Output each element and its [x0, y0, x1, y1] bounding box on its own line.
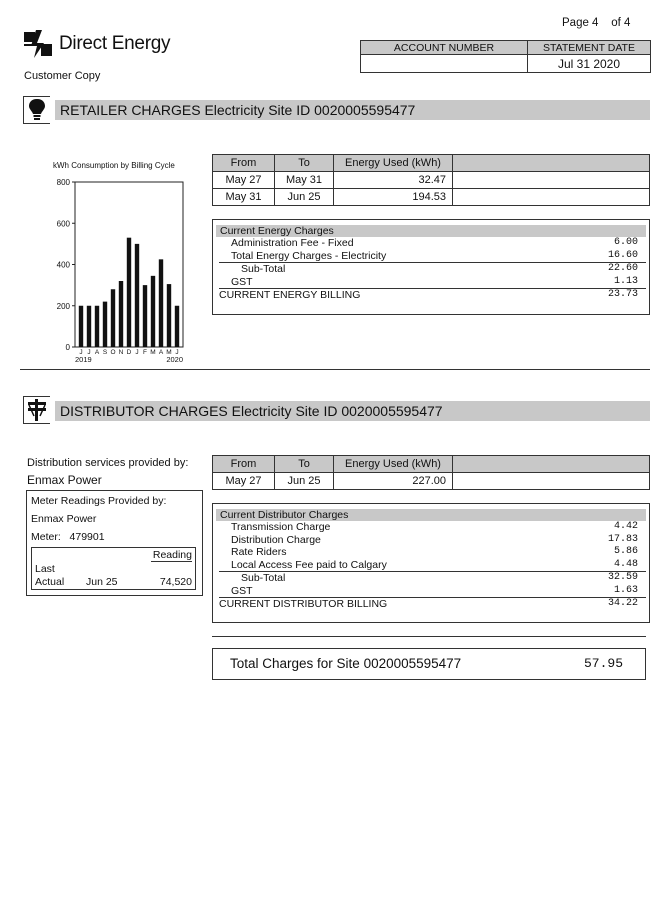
- usage-header-energy: Energy Used (kWh): [334, 456, 453, 473]
- chart-bar: [87, 306, 91, 347]
- chart-bar: [175, 306, 179, 347]
- x-tick-label: A: [158, 349, 164, 356]
- usage-to: May 31: [275, 172, 334, 189]
- meter-number: 479901: [69, 531, 105, 543]
- subtotal-line: [219, 263, 646, 276]
- power-pole-icon: [26, 398, 48, 422]
- x-tick-label: S: [102, 349, 108, 356]
- usage-kwh: 32.47: [334, 172, 453, 189]
- charge-amount: 17.83: [607, 533, 638, 545]
- charge-amount: 16.60: [607, 249, 638, 261]
- y-tick-label: 800: [56, 178, 70, 187]
- section-divider: [20, 369, 650, 370]
- retailer-charges-box: [212, 219, 650, 315]
- chart-bar: [159, 259, 163, 347]
- meter-provider: Enmax Power: [31, 513, 97, 525]
- meter-reading-inner: [31, 547, 196, 590]
- table-row: [213, 473, 650, 490]
- x-tick-label: J: [87, 349, 91, 356]
- charge-line: [219, 237, 646, 250]
- table-row: [213, 189, 650, 206]
- charge-line: [219, 534, 646, 547]
- account-number-value: [361, 55, 528, 73]
- usage-table-header: [213, 456, 650, 473]
- billing-line: [219, 289, 646, 302]
- retailer-section-title: RETAILER CHARGES: [60, 102, 201, 118]
- y-tick-label: 600: [56, 219, 70, 229]
- gst-line: [219, 585, 646, 599]
- usage-to: Jun 25: [275, 189, 334, 206]
- charge-label: Local Access Fee paid to Calgary: [231, 558, 387, 571]
- page-total: of 4: [611, 17, 631, 29]
- reading-value: 74,520: [159, 576, 192, 588]
- distributor-charges-box: [212, 503, 650, 623]
- distributor-charges-header: Current Distributor Charges: [216, 509, 646, 521]
- reading-header: Reading: [152, 549, 192, 561]
- x-tick-label: J: [175, 349, 179, 356]
- usage-kwh: 227.00: [334, 473, 453, 490]
- retailer-charges-header: Current Energy Charges: [216, 225, 646, 237]
- usage-from: May 31: [213, 189, 275, 206]
- x-tick-label: J: [79, 349, 83, 356]
- account-info-table: [360, 40, 651, 73]
- year-start-label: 2019: [75, 355, 92, 364]
- reading-date: Jun 25: [86, 576, 118, 588]
- page-number: Page 4: [562, 17, 599, 29]
- y-tick-label: 200: [56, 301, 70, 311]
- chart-bar: [143, 285, 147, 347]
- subtotal-label: Sub-Total: [241, 263, 286, 275]
- usage-from: May 27: [213, 473, 275, 490]
- gst-amount: 1.63: [613, 584, 638, 596]
- total-amount: 57.95: [583, 656, 623, 671]
- subtotal-amount: 22.60: [607, 263, 638, 274]
- chart-title: kWh Consumption by Billing Cycle: [53, 161, 175, 170]
- light-bulb-icon: [27, 98, 47, 122]
- charge-label: Rate Riders: [231, 546, 287, 558]
- chart-bar: [127, 238, 131, 347]
- usage-header-from: From: [213, 456, 275, 473]
- subtotal-amount: 32.59: [607, 572, 638, 583]
- billing-line: [219, 598, 646, 611]
- meter-label: Meter:: [31, 531, 61, 543]
- actual-label: Actual: [35, 576, 65, 588]
- usage-to: Jun 25: [275, 473, 334, 490]
- gst-label: GST: [231, 275, 253, 288]
- billing-amount: 23.73: [607, 289, 638, 300]
- consumption-chart: [40, 170, 200, 380]
- chart-bar: [167, 284, 171, 347]
- distributor-section-title: DISTRIBUTOR CHARGES: [60, 403, 228, 419]
- charge-amount: 4.42: [613, 521, 638, 532]
- subtotal-line: [219, 572, 646, 585]
- y-tick-label: 0: [65, 343, 70, 352]
- x-tick-label: A: [94, 349, 100, 356]
- usage-header-to: To: [275, 155, 334, 172]
- charge-line: [219, 546, 646, 559]
- y-tick-label: 400: [56, 260, 70, 270]
- x-tick-label: M: [166, 349, 172, 356]
- x-tick-label: O: [110, 349, 116, 356]
- subtotal-label: Sub-Total: [241, 572, 286, 584]
- year-end-label: 2020: [166, 355, 183, 364]
- charge-amount: 5.86: [613, 546, 638, 557]
- total-label: Total Charges for Site 0020005595477: [230, 656, 462, 671]
- page-indicator: [562, 17, 630, 29]
- chart-bar: [151, 276, 155, 347]
- brand-name: Direct Energy: [59, 33, 171, 54]
- gst-amount: 1.13: [613, 275, 638, 287]
- statement-date-label: STATEMENT DATE: [528, 41, 651, 55]
- charge-line: [219, 559, 646, 573]
- usage-kwh: 194.53: [334, 189, 453, 206]
- charge-line: [219, 250, 646, 264]
- total-charges-box: [212, 648, 646, 680]
- chart-bar: [103, 302, 107, 347]
- retailer-usage-table: [212, 154, 650, 206]
- billing-label: CURRENT ENERGY BILLING: [219, 289, 361, 301]
- charge-amount: 4.48: [613, 558, 638, 570]
- charge-line: [219, 521, 646, 534]
- usage-header-to: To: [275, 456, 334, 473]
- x-tick-label: F: [143, 349, 147, 356]
- chart-bar: [111, 289, 115, 347]
- statement-date-value: Jul 31 2020: [528, 55, 651, 73]
- account-number-label: ACCOUNT NUMBER: [361, 41, 528, 55]
- x-tick-label: M: [150, 349, 156, 356]
- distributor-usage-table: [212, 455, 650, 490]
- usage-table-header: [213, 155, 650, 172]
- billing-amount: 34.22: [607, 598, 638, 609]
- chart-bar: [79, 306, 83, 347]
- chart-bar: [119, 281, 123, 347]
- direct-energy-logo-icon: [22, 28, 54, 60]
- charge-amount: 6.00: [613, 237, 638, 248]
- usage-header-from: From: [213, 155, 275, 172]
- charge-label: Transmission Charge: [231, 521, 331, 533]
- table-row: [213, 172, 650, 189]
- distributor-section-header: [55, 401, 650, 421]
- billing-label: CURRENT DISTRIBUTOR BILLING: [219, 598, 388, 610]
- usage-from: May 27: [213, 172, 275, 189]
- chart-bar: [95, 306, 99, 347]
- chart-bar: [135, 244, 139, 347]
- x-tick-label: N: [118, 349, 124, 356]
- retailer-site-id: Electricity Site ID 0020005595477: [204, 102, 416, 118]
- provided-by-label: Distribution services provided by:: [27, 457, 189, 469]
- retailer-section-header: [55, 100, 650, 120]
- meter-heading: Meter Readings Provided by:: [31, 495, 167, 507]
- x-tick-label: J: [135, 349, 139, 356]
- distributor-site-id: Electricity Site ID 0020005595477: [231, 403, 443, 419]
- last-label: Last: [35, 563, 55, 575]
- charge-label: Total Energy Charges - Electricity: [231, 249, 387, 262]
- x-tick-label: D: [126, 349, 132, 356]
- charge-label: Distribution Charge: [231, 533, 321, 546]
- charge-label: Administration Fee - Fixed: [231, 237, 354, 249]
- gst-line: [219, 276, 646, 290]
- total-divider: [212, 636, 646, 637]
- distributor-provider: Enmax Power: [27, 473, 102, 487]
- meter-id-line: [31, 531, 105, 543]
- usage-header-energy: Energy Used (kWh): [334, 155, 453, 172]
- customer-copy-label: Customer Copy: [24, 70, 101, 82]
- gst-label: GST: [231, 584, 253, 597]
- meter-readings-box: [26, 490, 203, 596]
